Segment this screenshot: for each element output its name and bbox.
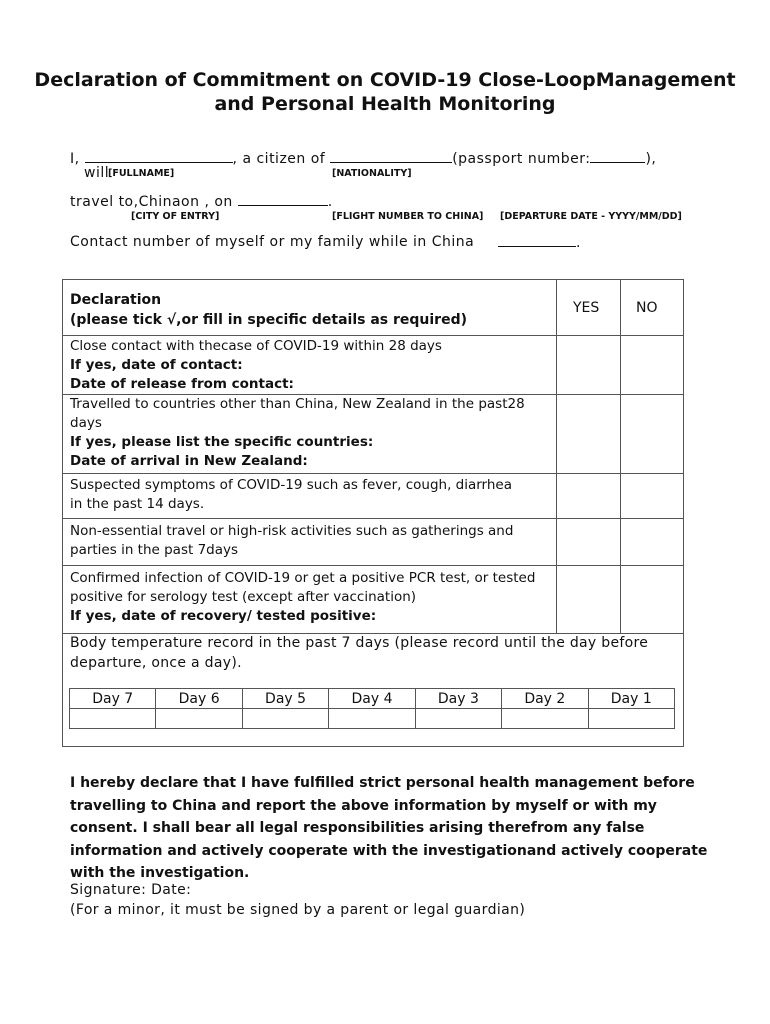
- no-column-header: NO: [636, 300, 658, 316]
- temperature-days-table: [69, 688, 675, 729]
- passport-number-field[interactable]: [590, 150, 645, 163]
- intro-i: I,: [70, 151, 80, 167]
- contact-field-wrap: [498, 234, 581, 251]
- day-3-header: Day 3: [415, 689, 501, 709]
- infection-yes-checkbox[interactable]: [557, 566, 620, 633]
- intro-contact: Contact number of myself or my family while in China: [70, 234, 475, 250]
- nationality-field[interactable]: [330, 150, 452, 163]
- intro-line-1: [70, 150, 656, 167]
- temperature-record-instructions: [70, 633, 648, 673]
- closing-declaration: I hereby declare that I have fulfilled strict personal health management before travelling to China and report the above information by myself or with my consent. I shall bear all legal responsibilities arising therefrom any false information and actively cooperate with the investigationand actively cooperate with the investigation.: [70, 775, 708, 881]
- signature-date-line: Signature: Date:: [70, 882, 192, 898]
- row-text: Suspected symptoms of COVID-19 such as fever, cough, diarrhea: [70, 477, 512, 493]
- row-text: Date of arrival in New Zealand:: [70, 453, 308, 469]
- declaration-row-close-contact: [70, 337, 442, 394]
- days-input-row: [70, 709, 675, 729]
- city-of-entry-label: [CITY OF ENTRY]: [131, 211, 220, 222]
- flight-number-field[interactable]: [238, 193, 328, 206]
- row-text: parties in the past 7days: [70, 542, 239, 558]
- flight-number-label: [FLIGHT NUMBER TO CHINA]: [332, 211, 484, 222]
- row-text: If yes, date of contact:: [70, 357, 243, 373]
- intro-citizen-of: , a citizen of: [232, 151, 326, 167]
- row-text: Date of release from contact:: [70, 376, 294, 392]
- intro-travel-to: travel to,Chinaon: [70, 194, 200, 210]
- row-text: positive for serology test (except after vaccination): [70, 589, 417, 605]
- day-2-temperature-field[interactable]: [502, 709, 588, 729]
- contact-number-field[interactable]: [498, 234, 576, 247]
- symptoms-yes-checkbox[interactable]: [557, 474, 620, 518]
- day-7-header: Day 7: [70, 689, 156, 709]
- row-text: in the past 14 days.: [70, 496, 205, 512]
- intro-on: , on: [204, 194, 233, 210]
- intro-passport: (passport number:: [452, 151, 591, 167]
- travel-no-checkbox[interactable]: [621, 395, 683, 473]
- day-1-header: Day 1: [588, 689, 674, 709]
- nationality-label: [NATIONALITY]: [332, 168, 412, 179]
- row-text: Close contact with thecase of COVID-19 within 28 days: [70, 338, 442, 354]
- intro-line-2: [70, 193, 333, 210]
- close-contact-yes-checkbox[interactable]: [557, 336, 620, 394]
- declaration-header: [70, 290, 467, 330]
- day-3-temperature-field[interactable]: [415, 709, 501, 729]
- day-6-temperature-field[interactable]: [156, 709, 242, 729]
- day-5-temperature-field[interactable]: [242, 709, 328, 729]
- fullname-field[interactable]: [85, 150, 233, 163]
- intro-will: will: [84, 165, 110, 181]
- day-5-header: Day 5: [242, 689, 328, 709]
- intro-period: .: [327, 194, 333, 210]
- declaration-table: [62, 279, 684, 747]
- infection-no-checkbox[interactable]: [621, 566, 683, 633]
- intro-passport-end: ),: [645, 151, 657, 167]
- declaration-header-title: Declaration: [70, 292, 162, 308]
- row-text: If yes, please list the specific countries:: [70, 434, 374, 450]
- declaration-row-confirmed-infection: [70, 569, 535, 626]
- high-risk-yes-checkbox[interactable]: [557, 519, 620, 565]
- row-text: If yes, date of recovery/ tested positive:: [70, 608, 377, 624]
- day-2-header: Day 2: [502, 689, 588, 709]
- document-subtitle: and Personal Health Monitoring: [214, 93, 556, 115]
- yes-column-header: YES: [573, 300, 600, 316]
- declaration-row-high-risk: [70, 522, 513, 560]
- row-text: Non-essential travel or high-risk activities such as gatherings and: [70, 523, 514, 539]
- departure-date-label: [DEPARTURE DATE - YYYY/MM/DD]: [500, 211, 682, 222]
- fullname-label: [FULLNAME]: [108, 168, 175, 179]
- row-text: Travelled to countries other than China, New Zealand in the past28: [70, 396, 525, 412]
- days-header-row: [70, 689, 675, 709]
- intro-contact-end: .: [576, 235, 581, 251]
- minor-guardian-note: (For a minor, it must be signed by a parent or legal guardian): [70, 902, 526, 918]
- document-title: Declaration of Commitment on COVID-19 Close-LoopManagement: [34, 69, 736, 91]
- day-4-header: Day 4: [329, 689, 415, 709]
- travel-yes-checkbox[interactable]: [557, 395, 620, 473]
- close-contact-no-checkbox[interactable]: [621, 336, 683, 394]
- row-text: days: [70, 415, 102, 431]
- day-4-temperature-field[interactable]: [329, 709, 415, 729]
- temperature-line-1: Body temperature record in the past 7 days (please record until the day before: [70, 635, 649, 651]
- declaration-row-symptoms: [70, 476, 512, 514]
- temperature-line-2: departure, once a day).: [70, 655, 242, 671]
- day-7-temperature-field[interactable]: [70, 709, 156, 729]
- row-text: Confirmed infection of COVID-19 or get a positive PCR test, or tested: [70, 570, 536, 586]
- day-1-temperature-field[interactable]: [588, 709, 674, 729]
- day-6-header: Day 6: [156, 689, 242, 709]
- declaration-row-travel: [70, 395, 525, 471]
- high-risk-no-checkbox[interactable]: [621, 519, 683, 565]
- symptoms-no-checkbox[interactable]: [621, 474, 683, 518]
- declaration-header-instructions: (please tick √,or fill in specific details as required): [70, 312, 467, 328]
